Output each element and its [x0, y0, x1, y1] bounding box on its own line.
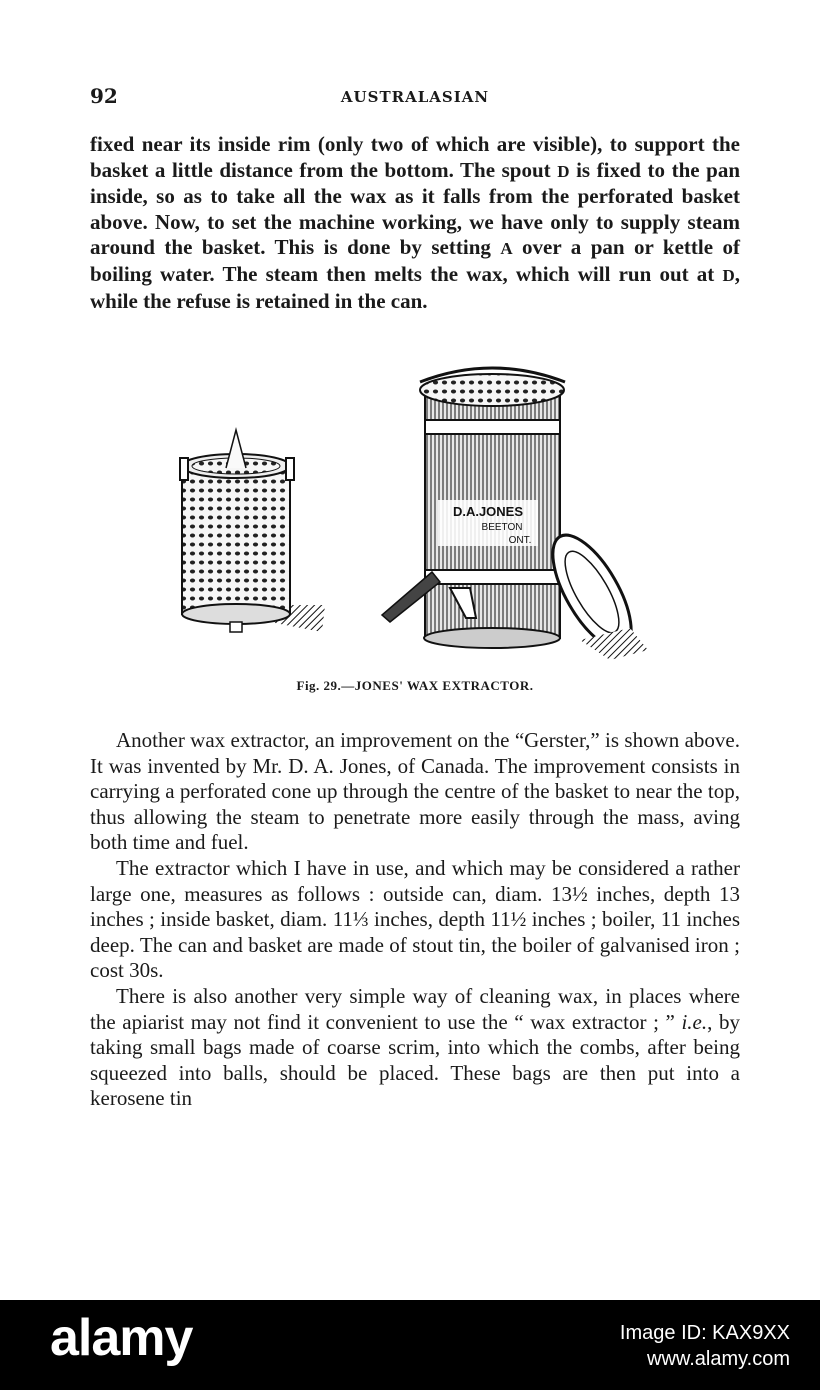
small-cap-letter-a: A — [500, 239, 513, 259]
watermark-bar — [0, 1300, 820, 1390]
alamy-logo: alamy — [50, 1309, 193, 1367]
paragraph: There is also another very simple way of cleaning wax, in places where the apiarist may not find it convenient to use the “ wax extractor ; ” i.e., by taking small bags made of coarse scrim, into which the combs, after being squeezed into balls, should be placed. These bags are then put into a kerosene tin — [90, 983, 740, 1111]
can-label-line: BEETON — [481, 522, 523, 533]
image-id: Image ID: KAX9XX — [619, 1322, 790, 1344]
image-id-block — [620, 1320, 790, 1372]
wax-extractor-illustration — [170, 360, 660, 670]
perforated-basket-drawing — [180, 430, 325, 632]
site-url: www.alamy.com — [647, 1348, 790, 1370]
extractor-can-drawing — [382, 368, 648, 660]
paragraph: The extractor which I have in use, and which may be considered a rather large one, measures as follows : outside can, diam. 13½ inches, depth 13 inches ; inside basket, diam. 11⅓ inches, depth 11½ inches ; boiler, 11 inches deep. The can and basket are made of stout tin, the boiler of galvanised iron ; cost 30s. — [90, 855, 740, 983]
small-cap-letter-d: D — [557, 161, 570, 181]
page-number: 92 — [90, 84, 118, 108]
figure-caption: Fig. 29.—JONES' WAX EXTRACTOR. — [296, 678, 534, 693]
page-header — [90, 84, 740, 114]
paragraph: Another wax extractor, an improvement on the “Gerster,” is shown above. It was invented by Mr. D. A. Jones, of Canada. The improvement consists in carrying a perforated cone up through the centre of the basket to near the top, thus allowing the steam to penetrate more easily through the mass, aving both time and fuel. — [90, 728, 740, 855]
can-label-line: ONT. — [508, 535, 532, 546]
paragraph-continued: fixed near its inside rim (only two of which are visible), to support the basket a little distance from the bottom. The spout D is fixed to the pan inside, so as to take all the wax as it falls from the perforated basket above. Now, to set the machine working, we have only to supply steam around the basket. This is done by setting A over a pan or kettle of boiling water. The steam then melts the wax, which will run out at D, while the refuse is retained in the can. — [90, 132, 740, 313]
running-head: AUSTRALASIAN — [340, 88, 490, 106]
body-text — [90, 728, 740, 1112]
can-label-line: D.A.JONES — [452, 504, 524, 519]
small-cap-letter-d: D — [722, 265, 735, 285]
